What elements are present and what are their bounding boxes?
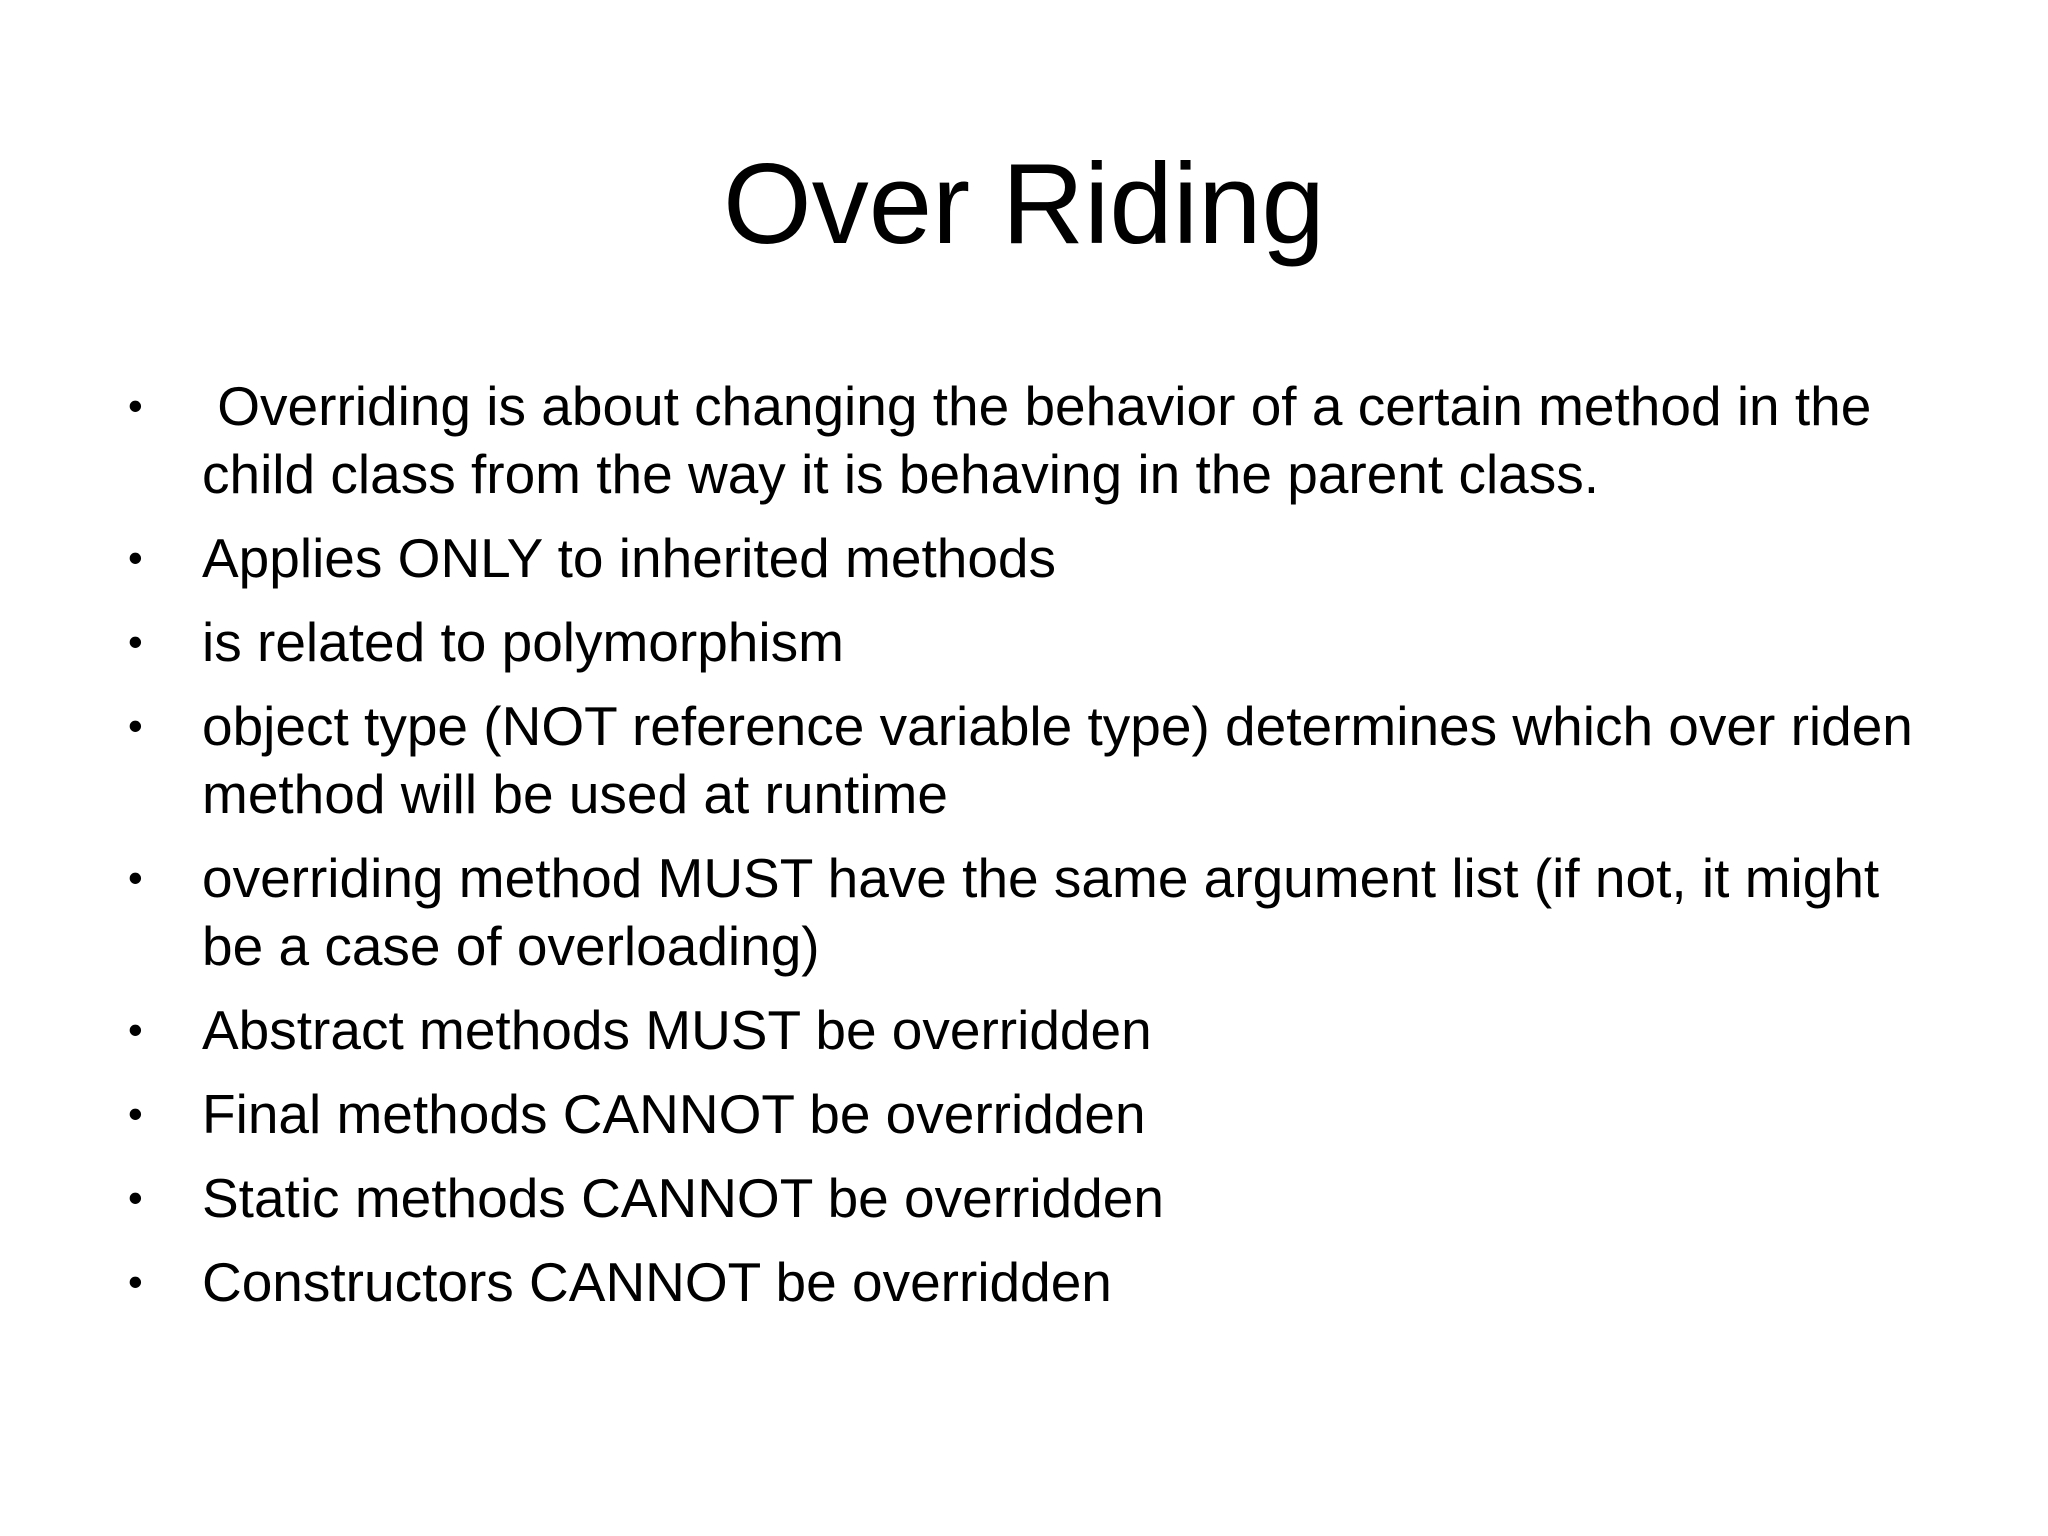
bullet-text: Final methods CANNOT be overridden [202,1083,1146,1145]
bullet-item-6 [120,996,1950,1064]
bullet-text: Abstract methods MUST be overridden [202,999,1152,1061]
bullet-text: Constructors CANNOT be overridden [202,1251,1112,1313]
bullet-icon: • [128,702,143,749]
bullet-text: object type (NOT reference variable type) determines which over riden method will be used at runtime [202,695,1913,825]
bullet-text: overriding method MUST have the same argument list (if not, it might be a case of overloading) [202,847,1880,977]
bullet-icon: • [128,534,143,581]
bullet-text: Static methods CANNOT be overridden [202,1167,1164,1229]
bullet-icon: • [128,618,143,665]
bullet-item-8 [120,1164,1950,1232]
bullet-item-7 [120,1080,1950,1148]
bullet-icon: • [128,1174,143,1221]
bullet-item-2 [120,524,1950,592]
bullet-text: Applies ONLY to inherited methods [202,527,1057,589]
bullet-text: Overriding is about changing the behavior of a certain method in the child class from the way it is behaving in the parent class. [202,375,1887,505]
bullet-item-9 [120,1248,1950,1316]
bullet-item-3 [120,608,1950,676]
bullet-icon: • [128,1258,143,1305]
slide-title: Over Riding [723,141,1325,268]
bullet-item-4 [120,692,1950,828]
bullet-item-5 [120,844,1950,980]
bullet-icon: • [128,382,143,429]
bullet-icon: • [128,1090,143,1137]
bullet-item-1 [120,372,1950,508]
bullet-icon: • [128,1006,143,1053]
bullet-text: is related to polymorphism [202,611,844,673]
bullet-icon: • [128,854,143,901]
bullet-list [120,372,1950,1332]
